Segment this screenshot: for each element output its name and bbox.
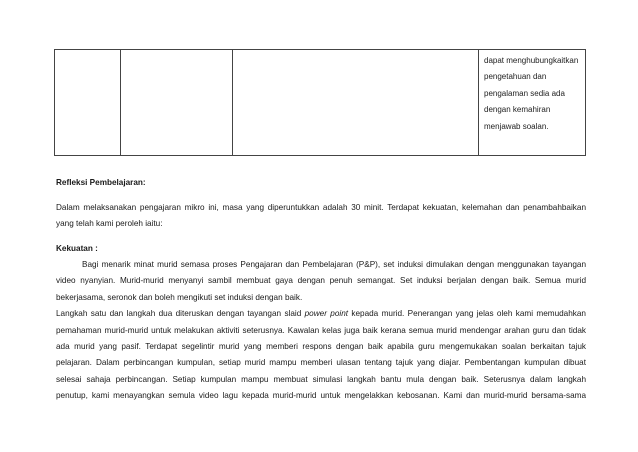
table-column-divider [54, 49, 55, 156]
paragraph-line: pemahaman murid-murid untuk melakukan aktiviti seterusnya. Kawalan kelas juga baik kerana semua murid mendengar arahan guru dan tidak [56, 325, 586, 335]
text-run: kepada murid. Penerangan yang jelas oleh kami memudahkan [348, 309, 586, 319]
document-body [56, 175, 586, 405]
table-bottom-border [54, 155, 586, 156]
lesson-table [54, 49, 586, 156]
table-cell-line: pengetahuan dan [484, 72, 547, 82]
paragraph-line: selesai sahaja perbincangan. Setiap kumpulan mampu membuat simulasi langkah bantu mula dengan baik. Seterusnya dalam langkah [56, 374, 586, 384]
table-column-divider [478, 49, 479, 156]
reflection-intro-line: Dalam melaksanakan pengajaran mikro ini, masa yang diperuntukkan adalah 30 minit. Terdapat kekuatan, kelemahan dan penambahbaikan [56, 202, 586, 212]
table-cell-last [484, 53, 584, 135]
reflection-intro-line: yang telah kami peroleh iaitu: [56, 218, 163, 228]
table-cell-line: pengalaman sedia ada [484, 88, 565, 98]
table-cell-line: dapat menghubungkaitkan [484, 56, 579, 65]
table-top-border [54, 49, 586, 50]
paragraph-line: video nyanyian. Murid-murid menyanyi sambil membuat gaya dengan penuh semangat. Set induksi berjalan dengan baik. Semua murid [56, 276, 586, 286]
italic-term: power point [304, 309, 349, 319]
text-run: Langkah satu dan langkah dua diteruskan dengan tayangan slaid [56, 309, 305, 319]
paragraph-line: penutup, kami menayangkan semula video lagu kepada murid-murid untuk mengelakkan kebosanan. Kami dan murid-murid bersama-sama [56, 391, 586, 401]
table-column-divider [120, 49, 121, 156]
paragraph-line: pelajaran. Dalam perbincangan kumpulan, setiap murid mampu memberi ulasan tentang tajuk yang diajar. Pembentangan kumpulan dibuat [56, 358, 586, 368]
table-cell-line: dengan kemahiran [484, 105, 551, 115]
paragraph-line: Bagi menarik minat murid semasa proses Pengajaran dan Pembelajaran (P&P), set induksi dimulakan dengan menggunakan tayangan [82, 259, 586, 269]
strengths-heading: Kekuatan : [56, 243, 98, 253]
table-column-divider [585, 49, 586, 156]
reflection-heading: Refleksi Pembelajaran: [56, 178, 146, 187]
paragraph-line: bekerjasama, seronok dan boleh mengikuti set induksi dengan baik. [56, 292, 303, 302]
paragraph-line: ada murid yang pasif. Terdapat segelintir murid yang memberi respons dengan baik apabila guru mengemukakan soalan berkaitan tajuk [56, 341, 586, 351]
paragraph-line [56, 306, 586, 322]
table-column-divider [232, 49, 233, 156]
table-cell-line: menjawab soalan. [484, 121, 549, 131]
